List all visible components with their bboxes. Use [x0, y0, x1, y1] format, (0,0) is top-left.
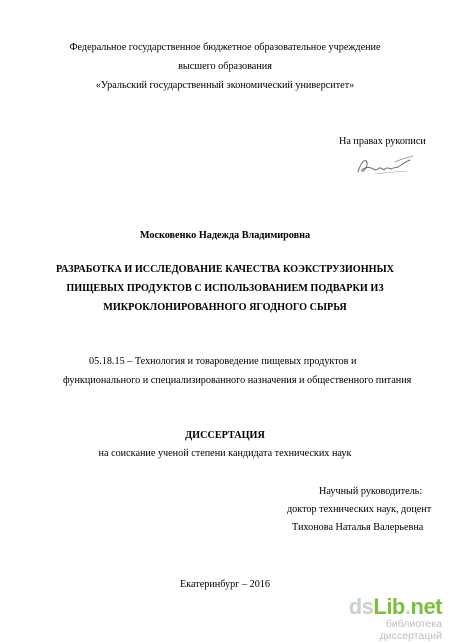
specialty-line-1: 05.18.15 – Технология и товароведение пищевых продуктов и [89, 356, 357, 367]
supervisor-label: Научный руководитель: [319, 486, 423, 497]
supervisor-name: Тихонова Наталья Валерьевна [292, 522, 424, 533]
dslib-subtitle: библиотека диссертаций [379, 618, 442, 642]
thesis-title-line-2: ПИЩЕВЫХ ПРОДУКТОВ С ИСПОЛЬЗОВАНИЕМ ПОДВАРКИ ИЗ [66, 283, 384, 294]
degree-sought: на соискание ученой степени кандидата технических наук [98, 448, 352, 459]
specialty-line-2: функционального и специализированного назначения и общественного питания [63, 375, 412, 386]
signature-image [355, 152, 417, 180]
author-name: Московенко Надежда Владимировна [139, 230, 311, 241]
institution-line-2: высшего образования [178, 61, 272, 72]
institution-line-1: Федеральное государственное бюджетное образовательное учреждение [69, 42, 381, 53]
place-and-year: Екатеринбург – 2016 [180, 579, 270, 590]
dslib-watermark [324, 594, 442, 642]
supervisor-degree: доктор технических наук, доцент [287, 504, 432, 515]
dslib-logo: dsLib.net [348, 594, 442, 619]
institution-line-3: «Уральский государственный экономический университет» [95, 80, 355, 91]
document-type: ДИССЕРТАЦИЯ [185, 430, 265, 441]
thesis-title-line-3: МИКРОКЛОНИРОВАННОГО ЯГОДНОГО СЫРЬЯ [103, 302, 347, 313]
thesis-title-line-1: РАЗРАБОТКА И ИССЛЕДОВАНИЕ КАЧЕСТВА КОЭКСТРУЗИОННЫХ [56, 264, 394, 275]
rights-note: На правах рукописи [339, 136, 426, 147]
